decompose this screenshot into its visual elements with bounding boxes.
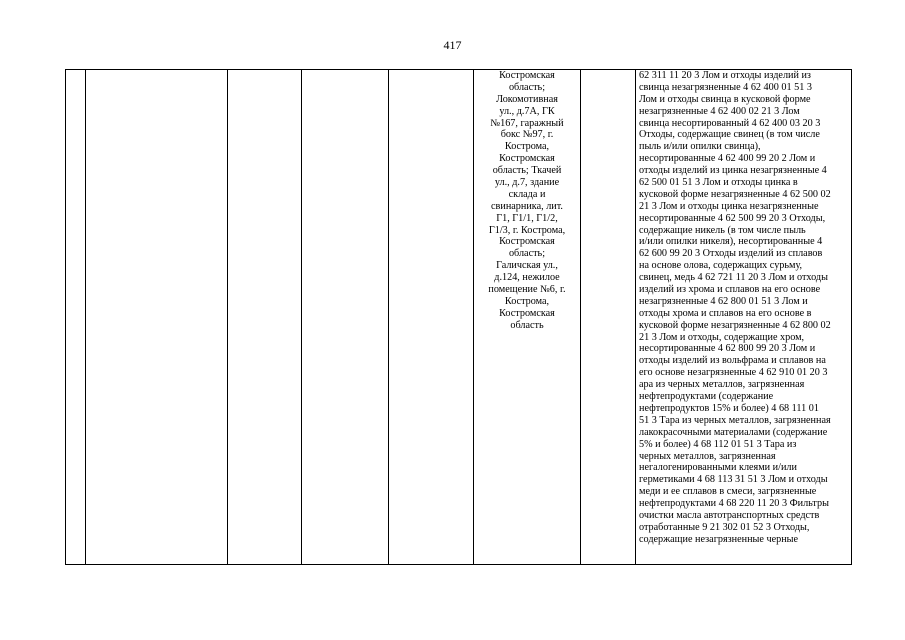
waste-line: меди и ее сплавов в смеси, загрязненные — [639, 486, 817, 498]
address-line: область; — [508, 81, 546, 93]
address-line: Г1, Г1/1, Г1/2, — [496, 212, 558, 224]
waste-line: несортированные 4 62 500 99 20 3 Отходы, — [639, 212, 826, 224]
waste-line: свинца незагрязненные 4 62 400 01 51 3 — [639, 81, 812, 93]
address-line: область — [510, 319, 544, 331]
waste-line: свинец, медь 4 62 721 11 20 3 Лом и отходы — [639, 272, 828, 284]
address-line: Локомотивная — [496, 93, 558, 105]
address-line: Г1/3, г. Кострома, — [488, 224, 566, 236]
waste-line: отработанные 9 21 302 01 52 3 Отходы, — [639, 521, 810, 533]
waste-line: Лом и отходы свинца в кусковой форме — [639, 93, 811, 105]
waste-line: 5% и более) 4 68 112 01 51 3 Тара из — [639, 438, 797, 450]
registry-table — [65, 69, 852, 565]
waste-line: черных металлов, загрязненная — [639, 450, 776, 462]
address-line: Костромская — [499, 307, 555, 319]
cell-license — [302, 70, 389, 565]
waste-line: на основе олова, содержащих сурьму, — [639, 260, 803, 272]
waste-line: несортированные 4 62 800 99 20 3 Лом и — [639, 343, 816, 355]
waste-line: и/или опилки никеля), несортированные 4 — [639, 236, 823, 248]
waste-line: несортированные 4 62 400 99 20 2 Лом и — [639, 153, 816, 165]
waste-line: 51 3 Тара из черных металлов, загрязненная — [639, 414, 831, 426]
waste-line: отходы изделий из цинка незагрязненные 4 — [639, 165, 827, 177]
waste-line: негалогенированными клеями и/или — [639, 462, 797, 474]
cell-address — [474, 70, 581, 565]
waste-line: содержащие никель (в том числе пыль — [639, 224, 806, 236]
waste-line: незагрязненные 4 62 400 02 21 3 Лом — [639, 105, 800, 117]
address-line: область; — [508, 248, 546, 260]
waste-line: отходы хрома и сплавов на его основе в — [639, 307, 812, 319]
waste-line: 62 500 01 51 3 Лом и отходы цинка в — [639, 177, 798, 189]
cell-date — [389, 70, 474, 565]
waste-line: изделий из хрома и сплавов на его основе — [639, 284, 821, 296]
waste-line: содержащие незагрязненные черные — [639, 533, 799, 545]
waste-line: герметиками 4 68 113 31 51 3 Лом и отходы — [639, 474, 828, 486]
waste-line: нефтепродуктов 15% и более) 4 68 111 01 — [639, 402, 819, 414]
waste-line: его основе незагрязненные 4 62 910 01 20 3 — [639, 367, 828, 379]
address-text — [474, 70, 580, 332]
waste-line: 21 3 Лом и отходы, содержащие хром, — [639, 331, 805, 343]
cell-waste-types — [636, 70, 852, 565]
waste-line: 21 3 Лом и отходы цинка незагрязненные — [639, 200, 819, 212]
address-line: ул., д.7, здание — [494, 177, 560, 189]
waste-line: нефтепродуктами (содержание — [639, 391, 774, 403]
address-line: Костромская — [499, 153, 555, 165]
waste-line: 62 600 99 20 3 Отходы изделий из сплавов — [639, 248, 823, 260]
cell-operator — [86, 70, 228, 565]
address-line: область; Ткачей — [492, 165, 562, 177]
address-line: Кострома, — [504, 141, 550, 153]
address-line: помещение №6, г. — [488, 284, 566, 296]
waste-line: отходы изделий из вольфрама и сплавов на — [639, 355, 826, 367]
page-number: 417 — [443, 38, 462, 52]
waste-line: кусковой форме незагрязненные 4 62 800 02 — [639, 319, 831, 331]
cell-activity — [581, 70, 636, 565]
waste-line: 62 311 11 20 3 Лом и отходы изделий из — [639, 70, 811, 81]
address-line: Кострома, — [504, 295, 550, 307]
waste-line: Отходы, содержащие свинец (в том числе — [639, 129, 820, 141]
cell-inn — [228, 70, 302, 565]
waste-line: нефтепродуктами 4 68 220 11 20 3 Фильтры — [639, 498, 829, 510]
address-line: д.124, нежилое — [494, 272, 560, 284]
waste-line: кусковой форме незагрязненные 4 62 500 02 — [639, 188, 831, 200]
address-line: бокс №97, г. — [500, 129, 554, 141]
waste-line: очистки масла автотранспортных средств — [639, 509, 820, 521]
waste-text — [636, 70, 851, 546]
table-row — [66, 70, 852, 565]
address-line: Костромская — [499, 236, 555, 248]
waste-line: ара из черных металлов, загрязненная — [639, 379, 805, 391]
waste-line: пыль и/или опилки свинца), — [639, 141, 761, 153]
address-line: ул., д.7А, ГК — [499, 105, 555, 117]
cell-number — [66, 70, 86, 565]
address-line: Костромская — [499, 70, 555, 81]
waste-line: незагрязненные 4 62 800 01 51 3 Лом и — [639, 295, 808, 307]
address-line: Галичская ул., — [496, 260, 558, 272]
address-line: склада и — [508, 188, 546, 200]
address-line: свинарника, лит. — [491, 200, 563, 212]
waste-line: лакокрасочными материалами (содержание — [639, 426, 828, 438]
address-line: №167, гаражный — [490, 117, 564, 129]
waste-line: свинца несортированный 4 62 400 03 20 3 — [639, 117, 821, 129]
